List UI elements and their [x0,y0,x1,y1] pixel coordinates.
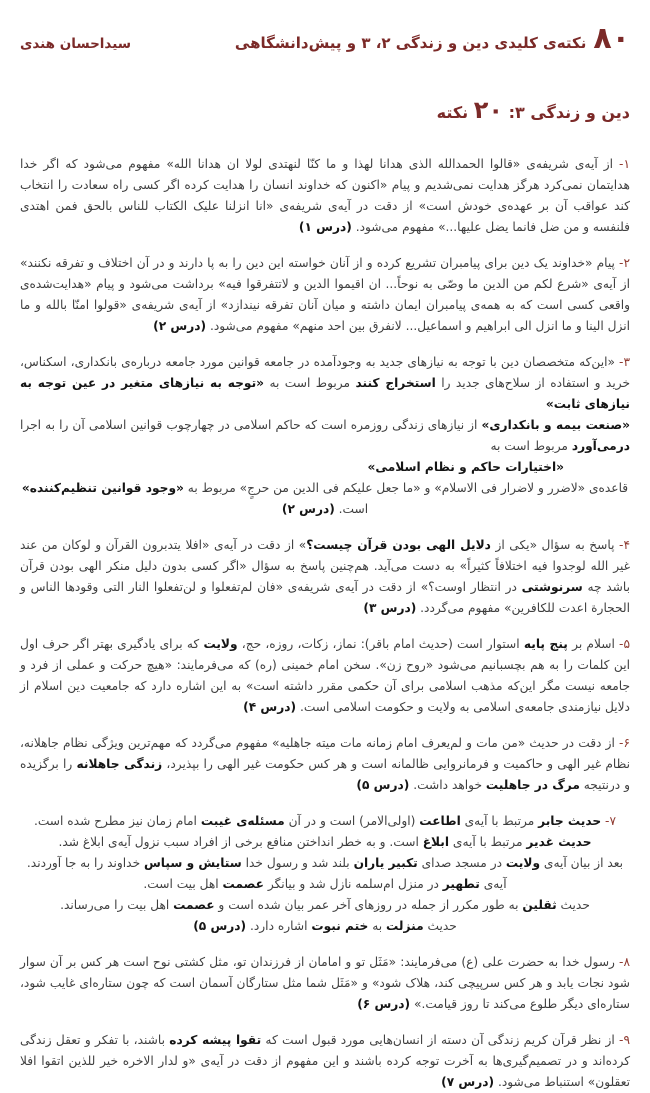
text-segment: که برای یادگیری بهتر اگر حرف اول این کلمات را به هم بچسبانیم می‌شود «روح زن». سخن امام خمینی (ره) که می‌فرمایند: «هیچ حرکت و عملی از فرد و جامعه نیست مگر این‌که مذهب اسلامی برای آن حکمی مقرر داشته است» به این اشاره دارد که جامعیت دین اسلام از دلایل نیازمندی جامعه‌ی اسلامی به ولایت و حکومت اسلامی است. [20,637,630,714]
emphasized-text: عصمت [222,877,264,891]
note-line [20,352,630,415]
note-line [20,634,630,718]
text-segment: قاعده‌ی «لاضرر و لاضرار فی الاسلام» و «ما جعل علیکم فی الدین من حرجٍ» مربوط به [183,481,629,495]
emphasized-text: استخراج کنند [355,376,436,390]
emphasized-text: «وجود قوانین تنظیم‌کننده» [21,481,184,495]
text-segment: خواهد داشت. [409,778,486,792]
note-number-marker: ۹- [614,1033,630,1047]
author-name: سیداحسان هندی [20,36,132,52]
text-segment: به [368,919,387,933]
note-number-marker: ۴- [614,538,630,552]
emphasized-text: تقوا پیشه کرده [169,1033,262,1047]
emphasized-text: «توجه به نیازهای متغیر در عین توجه به نیازهای ثابت» [20,376,630,411]
document-title [234,21,630,56]
text-segment: اهل بیت است. [143,877,223,891]
note-number-marker: ۷- [601,814,617,828]
note-line [20,457,630,478]
text-segment: پیام «خداوند یک دین برای پیامبران تشریع کرده و از آنان خواسته این دین را به پا دارند و در آن اختلاف و تفرقه نکنند» از آیه‌ی «شرع لکم من الدین ما وصّی به نوحاً... ان اقیموا الدین و لاتتفرقوا فیه» برداشت می‌شود و پیام «هدایت‌شده‌ی واقعی کسی است که به همه‌ی پیامبران ایمان داشته و میان آنان تفرقه نیندازد» از آیه‌ی شریفه‌ی «قولوا امنّا بالله و ما انزل الینا و ما انزل الی ابراهیم و اسماعیل... لانفرق بین احد منهم» مفهوم می‌شود. [20,256,630,333]
text-segment: امام زمان نیز مطرح شده است. [33,814,201,828]
emphasized-text: ختم نبوت [311,919,369,933]
emphasized-text: دلایل الهی بودن قرآن چیست؟ [306,538,491,552]
note [20,811,630,937]
document-title-text: نکته‌ی کلیدی دین و زندگی ۲، ۳ و پیش‌دانشگاهی [234,34,587,52]
text-segment: در منزل ام‌سلمه نازل شد و بیانگر [263,877,443,891]
note-number-marker: ۱- [613,157,630,171]
text-segment: حدیث [423,919,457,933]
emphasized-text: «اختیارات حاکم و نظام اسلامی» [367,460,564,474]
text-segment: باشند، با تفکر و تعقل زندگی کرده‌اند و در تصمیم‌گیری‌ها به آخرت توجه کرده باشند و این مفهوم از دقت در آیه‌ی «و لدار الاخره خیر للذین اتقوا افلا تعقلون» استنباط می‌شود. [20,1033,630,1089]
note-line [20,1030,630,1093]
text-segment: حدیث [556,898,590,912]
emphasized-text: ولایت [203,637,238,651]
text-segment: در مسجد صدای [417,856,506,870]
emphasized-text: حدیث جابر [538,814,602,828]
text-segment: است. و به خطر انداختن منافع برخی از افراد سبب نزول آیه‌ی ابلاغ شد. [58,835,423,849]
emphasized-text: (درس ۳) [363,601,417,615]
text-segment: خداوند را به جا آوردند. [26,856,144,870]
note [20,733,630,796]
note [20,634,630,718]
emphasized-text: «صنعت بیمه و بانکداری» [481,418,630,432]
total-notes-count: ۸۰ [593,21,630,56]
emphasized-text: (درس ۲) [153,319,207,333]
note [20,253,630,337]
text-segment: اسلام بر [567,637,615,651]
note-number-marker: ۸- [614,955,630,969]
emphasized-text: ولایت [505,856,541,870]
text-segment: مربوط است به [264,376,356,390]
note-line [20,733,630,796]
note [20,1030,630,1093]
text-segment: مرتبط با آیه‌ی [449,835,527,849]
text-segment: به طور مکرر از جمله در روزهای آخر عمر بیان شده است و [214,898,523,912]
section-notes-count: ۲۰ [473,96,504,124]
emphasized-text: (درس ۷) [441,1075,495,1089]
emphasized-text: (درس ۲) [281,502,335,516]
note-line [20,415,630,457]
section-title-prefix: دین و زندگی ۳: [503,103,630,122]
note-line [20,916,630,937]
note [20,535,630,619]
text-segment: مرتبط با آیه‌ی [460,814,539,828]
note-line [20,874,630,895]
note-line [20,853,630,874]
note [20,952,630,1015]
note-line [20,154,630,238]
note-number-marker: ۳- [614,355,630,369]
note-number-marker: ۶- [614,736,630,750]
emphasized-text: اطاعت [419,814,461,828]
text-segment: استوار است (حدیث امام باقر): نماز، زکات، روزه، حج، [237,637,524,651]
emphasized-text: (درس ۴) [243,700,297,714]
text-segment: اهل بیت را می‌رساند. [60,898,174,912]
emphasized-text: عصمت [173,898,215,912]
note-line [20,253,630,337]
note-line [20,952,630,1015]
text-segment: (اولی‌الامر) است و در آن [284,814,420,828]
text-segment: اشاره دارد. [246,919,312,933]
emphasized-text: ثقلین [522,898,557,912]
text-segment: را برگزیده و درنتیجه [20,757,630,792]
text-segment: رسول خدا به حضرت علی (ع) می‌فرمایند: «مَثَل تو و امامان از فرزندان تو، مثل کشتی نوح است هر کس بر آن سوار شود نجات یابد و هر کس سرپیچی کند، هلاک شود» و «مَثَل شما مثل ستارگان آسمان است که چون ستاره‌ای غایب شود، ستاره‌ای دیگر طلوع می‌کند تا روز قیامت.» [20,955,630,1011]
note-line [20,478,630,520]
text-segment: است. [334,502,369,516]
emphasized-text: مرگ در جاهلیت [485,778,580,792]
note-line [20,811,630,832]
note [20,352,630,520]
text-segment: آیه‌ی [479,877,507,891]
emphasized-text: ابلاغ [422,835,450,849]
emphasized-text: مسئله‌ی غیبت [200,814,285,828]
emphasized-text: تطهیر [442,877,480,891]
emphasized-text: (درس ۵) [193,919,247,933]
emphasized-text: درمی‌آورد [571,439,630,453]
section-title [20,96,630,124]
text-segment: از نظر قرآن کریم زندگی آن دسته از انسان‌هایی مورد قبول است که [261,1033,615,1047]
emphasized-text: حدیث غدیر [526,835,592,849]
text-segment: بعد از بیان آیه‌ی [540,856,624,870]
emphasized-text: (درس ۱) [298,220,352,234]
note-number-marker: ۲- [614,256,630,270]
note [20,154,630,238]
note-line [20,832,630,853]
text-segment: » از دقت در آیه‌ی «افلا یتدبرون القرآن و لوکان من عند غیر الله لوجدوا فیه اختلافاً کثیراً» به دست می‌آید. هم‌چنین پاسخ به سؤال «اگر کسی بدون دلیل منکر الهی بودن قرآن باشد چه [20,538,630,594]
note-line [20,895,630,916]
text-segment: از نیازهای زندگی روزمره است که حاکم اسلامی در چهارچوب قوانین اسلامی آن را به اجرا [20,418,482,432]
emphasized-text: (درس ۶) [357,997,411,1011]
emphasized-text: منزلت [386,919,424,933]
text-segment: در انتظار اوست؟» از دقت در آیه‌ی شریفه‌ی «فان لم‌تفعلوا و لن‌تفعلوا النار التی وقودها الناس و الحجارة اعدت للکافرین» مفهوم می‌گردد. [20,580,630,615]
section-title-suffix: نکته [436,103,474,122]
emphasized-text: پنج پایه [523,637,568,651]
text-segment: پاسخ به سؤال «یکی از [490,538,615,552]
note-line [20,535,630,619]
emphasized-text: زندگی جاهلانه [76,757,163,771]
text-segment: بلند شد و رسول خدا [241,856,354,870]
emphasized-text: تکبیر یاران [353,856,418,870]
document-header [20,21,630,56]
text-segment: از دقت در حدیث «من مات و لم‌یعرف امام زمانه مات میته جاهلیه» مفهوم می‌گردد که مهم‌ترین ویژگی نظام جاهلانه، نظام غیر الهی و حاکمیت و فرمانروایی ظالمانه است و هر کس حکومت غیر الهی را بپذیرد، [20,736,631,771]
emphasized-text: ستایش و سپاس [143,856,242,870]
text-segment: از آیه‌ی شریفه‌ی «قالوا الحمدالله الذی هدانا لهذا و ما کنّا لنهتدی لولا ان هدانا الله» مفهوم می‌شود که اگر خدا هدایتمان نمی‌کرد هرگز هدایت نمی‌شدیم و پیام «اکنون که خداوند انسان را هدایت کرده اگر کسی راه سعادت را انتخاب کند عواقب آن بر عهده‌ی خودش است» از دقت در آیه‌ی شریفه‌ی «انا انزلنا علیک الکتاب للناس بالحق فمن اهتدی فلنفسه و من ضل فانما یضل علیها...» مفهوم می‌شود. [20,157,630,234]
emphasized-text: سرنوشتی [521,580,583,594]
text-segment: مربوط است به [490,439,572,453]
emphasized-text: (درس ۵) [356,778,410,792]
notes-list [20,154,630,1093]
note-number-marker: ۵- [614,637,630,651]
text-segment: «این‌که متخصصان دین با توجه به نیازهای جدید به وجودآمده در جامعه قوانین مورد جامعه درباره‌ی بانکداری، اسکناس، خرید و استفاده از سلاح‌های جدید را [20,355,630,390]
